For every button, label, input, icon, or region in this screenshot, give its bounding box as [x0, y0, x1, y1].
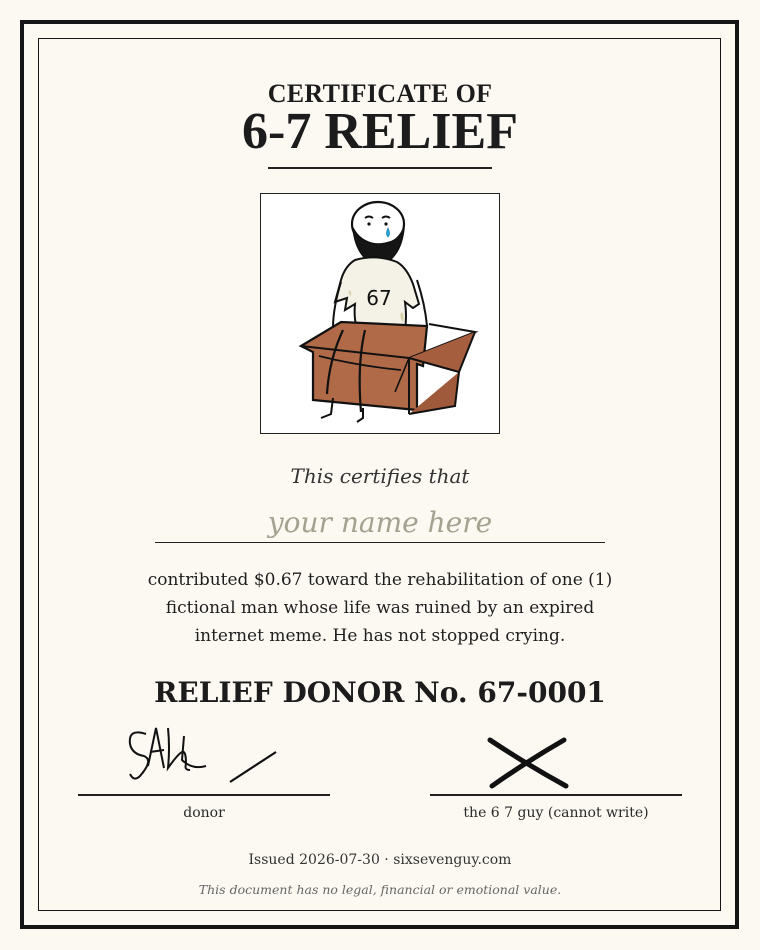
body-line: fictional man whose life was ruined by an expired	[165, 598, 595, 618]
title-divider	[268, 167, 492, 169]
certifies-text: This certifies that	[290, 464, 470, 488]
certificate-title-main: 6-7 RELIEF	[242, 103, 518, 160]
body-line: contributed $0.67 toward the rehabilitation of one (1)	[147, 570, 613, 590]
donor-signature-icon	[120, 720, 290, 790]
portrait-frame	[260, 193, 500, 434]
donor-signature-line	[78, 794, 330, 796]
crying-man-in-box-illustration	[261, 194, 499, 433]
disclaimer: This document has no legal, financial or emotional value.	[198, 882, 562, 897]
guy-signature-line	[430, 794, 682, 796]
body-line: internet meme. He has not stopped crying.	[194, 626, 566, 646]
shirt-number-label: 67	[366, 286, 392, 310]
certificate-body	[130, 566, 630, 650]
recipient-name-input[interactable]	[155, 502, 605, 543]
certificate-title-line1: CERTIFICATE OF	[267, 79, 493, 108]
x-mark-icon	[484, 734, 574, 792]
donor-number: RELIEF DONOR No. 67-0001	[154, 676, 606, 709]
donor-label: donor	[183, 805, 225, 821]
issued-line: Issued 2026-07-30 · sixsevenguy.com	[248, 852, 512, 868]
guy-label: the 6 7 guy (cannot write)	[463, 805, 649, 821]
